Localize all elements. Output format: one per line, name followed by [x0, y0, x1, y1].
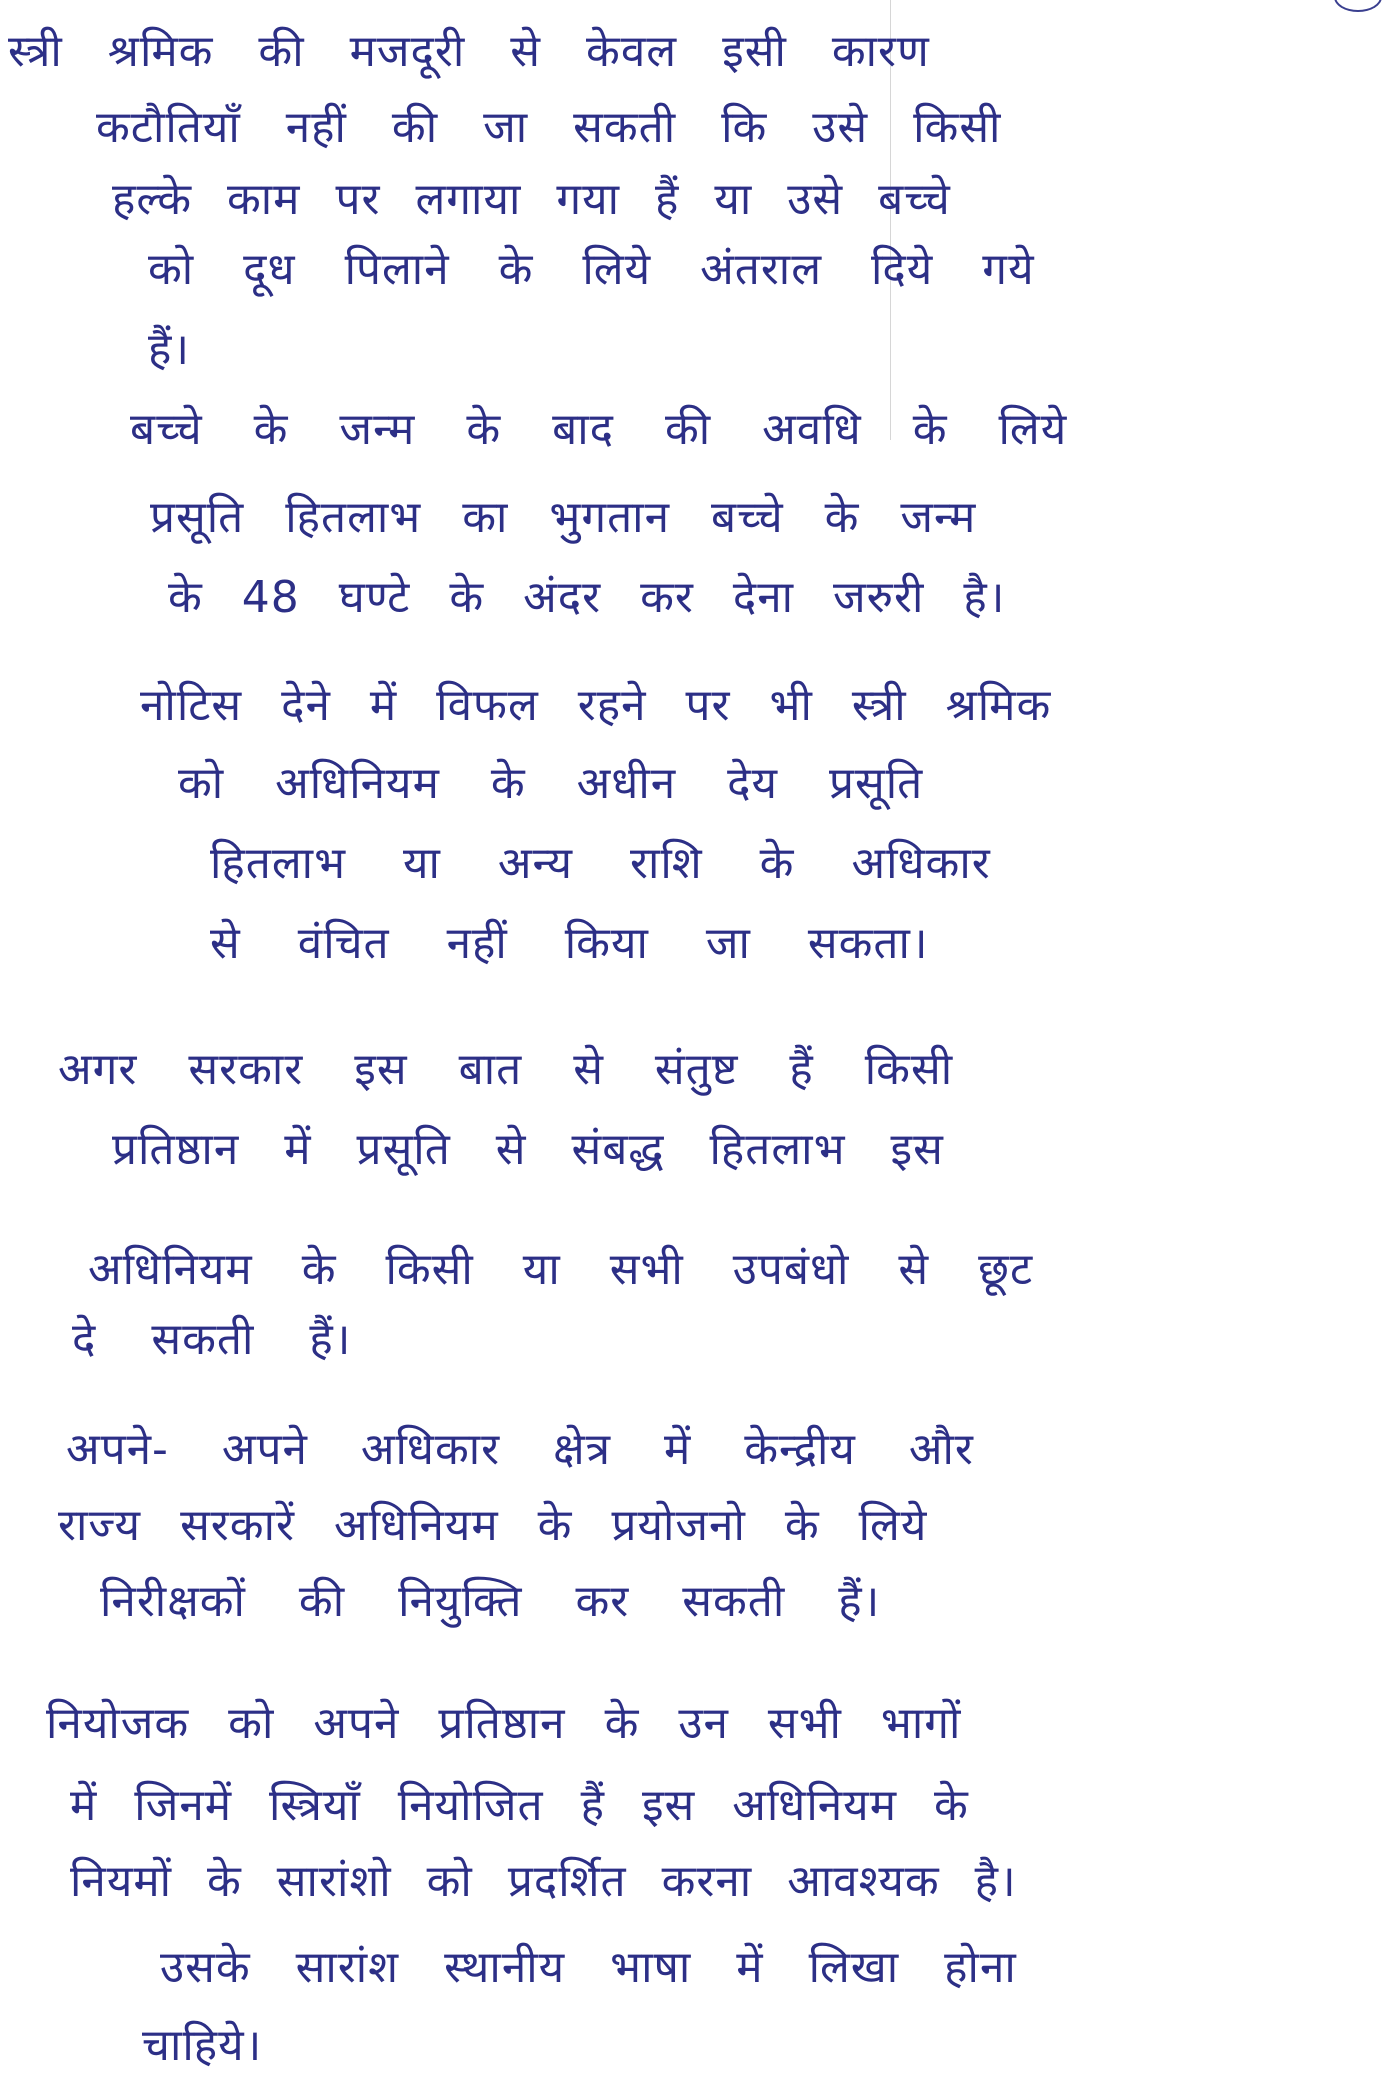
text-line-10: को अधिनियम के अधीन देय प्रसूति	[178, 758, 924, 809]
text-line-8: के 48 घण्टे के अंदर कर देना जरुरी है।	[168, 572, 1006, 623]
text-line-19: निरीक्षकों की नियुक्ति कर सकती हैं।	[100, 1576, 881, 1627]
text-line-18: राज्य सरकारें अधिनियम के प्रयोजनो के लिये	[58, 1500, 928, 1551]
text-line-1: स्त्री श्रमिक की मजदूरी से केवल इसी कारण	[8, 26, 930, 77]
page-number-mark	[1334, 0, 1382, 12]
text-line-13: अगर सरकार इस बात से संतुष्ट हैं किसी	[58, 1044, 954, 1095]
text-line-21: में जिनमें स्त्रियाँ नियोजित हैं इस अधिनियम के	[70, 1780, 969, 1831]
text-line-22: नियमों के सारांशो को प्रदर्शित करना आवश्यक है।	[70, 1856, 1017, 1907]
text-line-23: उसके सारांश स्थानीय भाषा में लिखा होना	[160, 1942, 1017, 1993]
text-line-7: प्रसूति हितलाभ का भुगतान बच्चे के जन्म	[150, 492, 977, 543]
text-line-6: बच्चे के जन्म के बाद की अवधि के लिये	[130, 404, 1068, 455]
text-line-2: कटौतियाँ नहीं की जा सकती कि उसे किसी	[96, 102, 1002, 153]
text-line-9: नोटिस देने में विफल रहने पर भी स्त्री श्रमिक	[140, 680, 1052, 731]
text-line-15: अधिनियम के किसी या सभी उपबंधो से छूट	[88, 1244, 1034, 1295]
text-line-17: अपने- अपने अधिकार क्षेत्र में केन्द्रीय और	[66, 1424, 974, 1475]
text-line-24: चाहिये।	[142, 2020, 263, 2071]
text-line-5: हैं।	[148, 324, 191, 375]
text-line-11: हितलाभ या अन्य राशि के अधिकार	[210, 838, 991, 889]
text-line-16: दे सकती हैं।	[72, 1314, 352, 1365]
text-line-12: से वंचित नहीं किया जा सकता।	[210, 918, 929, 969]
text-line-3: हल्के काम पर लगाया गया हैं या उसे बच्चे	[112, 174, 951, 225]
text-line-14: प्रतिष्ठान में प्रसूति से संबद्ध हितलाभ इस	[112, 1124, 944, 1175]
text-line-4: को दूध पिलाने के लिये अंतराल दिये गये	[148, 244, 1035, 295]
text-line-20: नियोजक को अपने प्रतिष्ठान के उन सभी भागों	[46, 1698, 962, 1749]
